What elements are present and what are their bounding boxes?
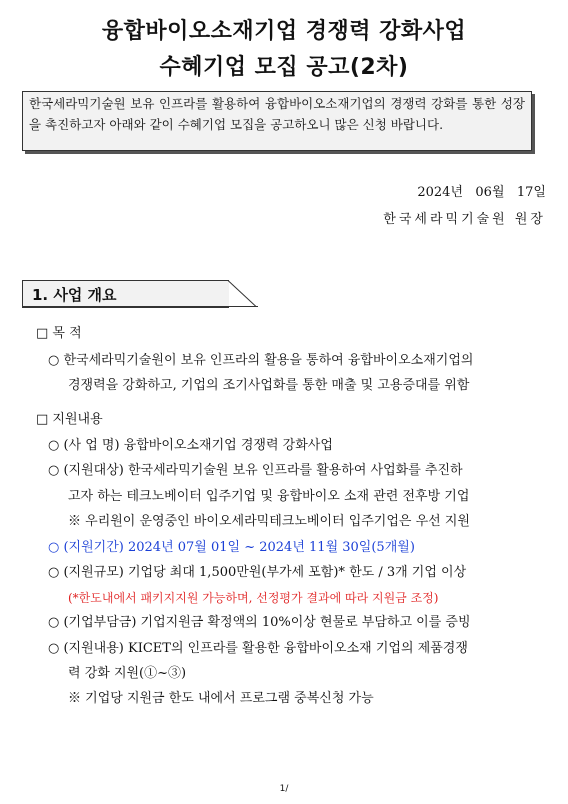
support-content-note: ※ 기업당 지원금 한도 내에서 프로그램 중복신청 가능 bbox=[68, 691, 374, 706]
target-line-2: 고자 하는 테크노베이터 입주기업 및 융합바이오 소재 관련 전후방 기업 bbox=[68, 489, 470, 504]
support-period-line: ○ (지원기간) 2024년 07월 01일 ~ 2024년 11월 30일(5개월) bbox=[48, 540, 415, 555]
purpose-heading: □ 목 적 bbox=[36, 326, 82, 341]
signature-line: 한국세라믹기술원 원장 bbox=[383, 212, 546, 227]
purpose-line-2: 경쟁력을 강화하고, 기업의 조기사업화를 통한 매출 및 고용증대를 위함 bbox=[68, 378, 470, 393]
target-note: ※ 우리원이 운영중인 바이오세라믹테크노베이터 입주기업은 우선 지원 bbox=[68, 514, 470, 529]
section-heading: 1. 사업 개요 bbox=[32, 286, 117, 304]
purpose-line-1: ○ 한국세라믹기술원이 보유 인프라의 활용을 통하여 융합바이오소재기업의 bbox=[48, 353, 474, 368]
support-content-line-2: 력 강화 지원(①~③) bbox=[68, 666, 187, 681]
doc-title-line1: 융합바이오소재기업 경쟁력 강화사업 bbox=[101, 19, 467, 44]
announcement-date: 2024년 06월 17일 bbox=[417, 185, 546, 200]
company-burden-line: ○ (기업부담금) 기업지원금 확정액의 10%이상 현물로 부담하고 이를 증빙 bbox=[48, 615, 471, 630]
support-content-line-1: ○ (지원내용) KICET의 인프라를 활용한 융합바이오소재 기업의 제품경쟁 bbox=[48, 641, 468, 656]
support-scale-line: ○ (지원규모) 기업당 최대 1,500만원(부가세 포함)* 한도 / 3개 기업 이상 bbox=[48, 565, 467, 580]
doc-title-line2: 수혜기업 모집 공고(2차) bbox=[159, 55, 409, 80]
support-scale-note: (*한도내에서 패키지지원 가능하며, 선정평가 결과에 따라 지원금 조정) bbox=[68, 591, 439, 605]
project-name-line: ○ (사 업 명) 융합바이오소재기업 경쟁력 강화사업 bbox=[48, 438, 333, 453]
intro-box: 한국세라믹기술원 보유 인프라를 활용하여 융합바이오소재기업의 경쟁력 강화를 통한 성장을 촉진하고자 아래와 같이 수혜기업 모집을 공고하오니 많은 신청 바랍니다. bbox=[22, 91, 532, 151]
section-heading-box bbox=[22, 280, 258, 308]
page-number: 1/ bbox=[279, 784, 289, 794]
support-heading: □ 지원내용 bbox=[36, 412, 103, 427]
target-line-1: ○ (지원대상) 한국세라믹기술원 보유 인프라를 활용하여 사업화를 추진하 bbox=[48, 463, 463, 478]
